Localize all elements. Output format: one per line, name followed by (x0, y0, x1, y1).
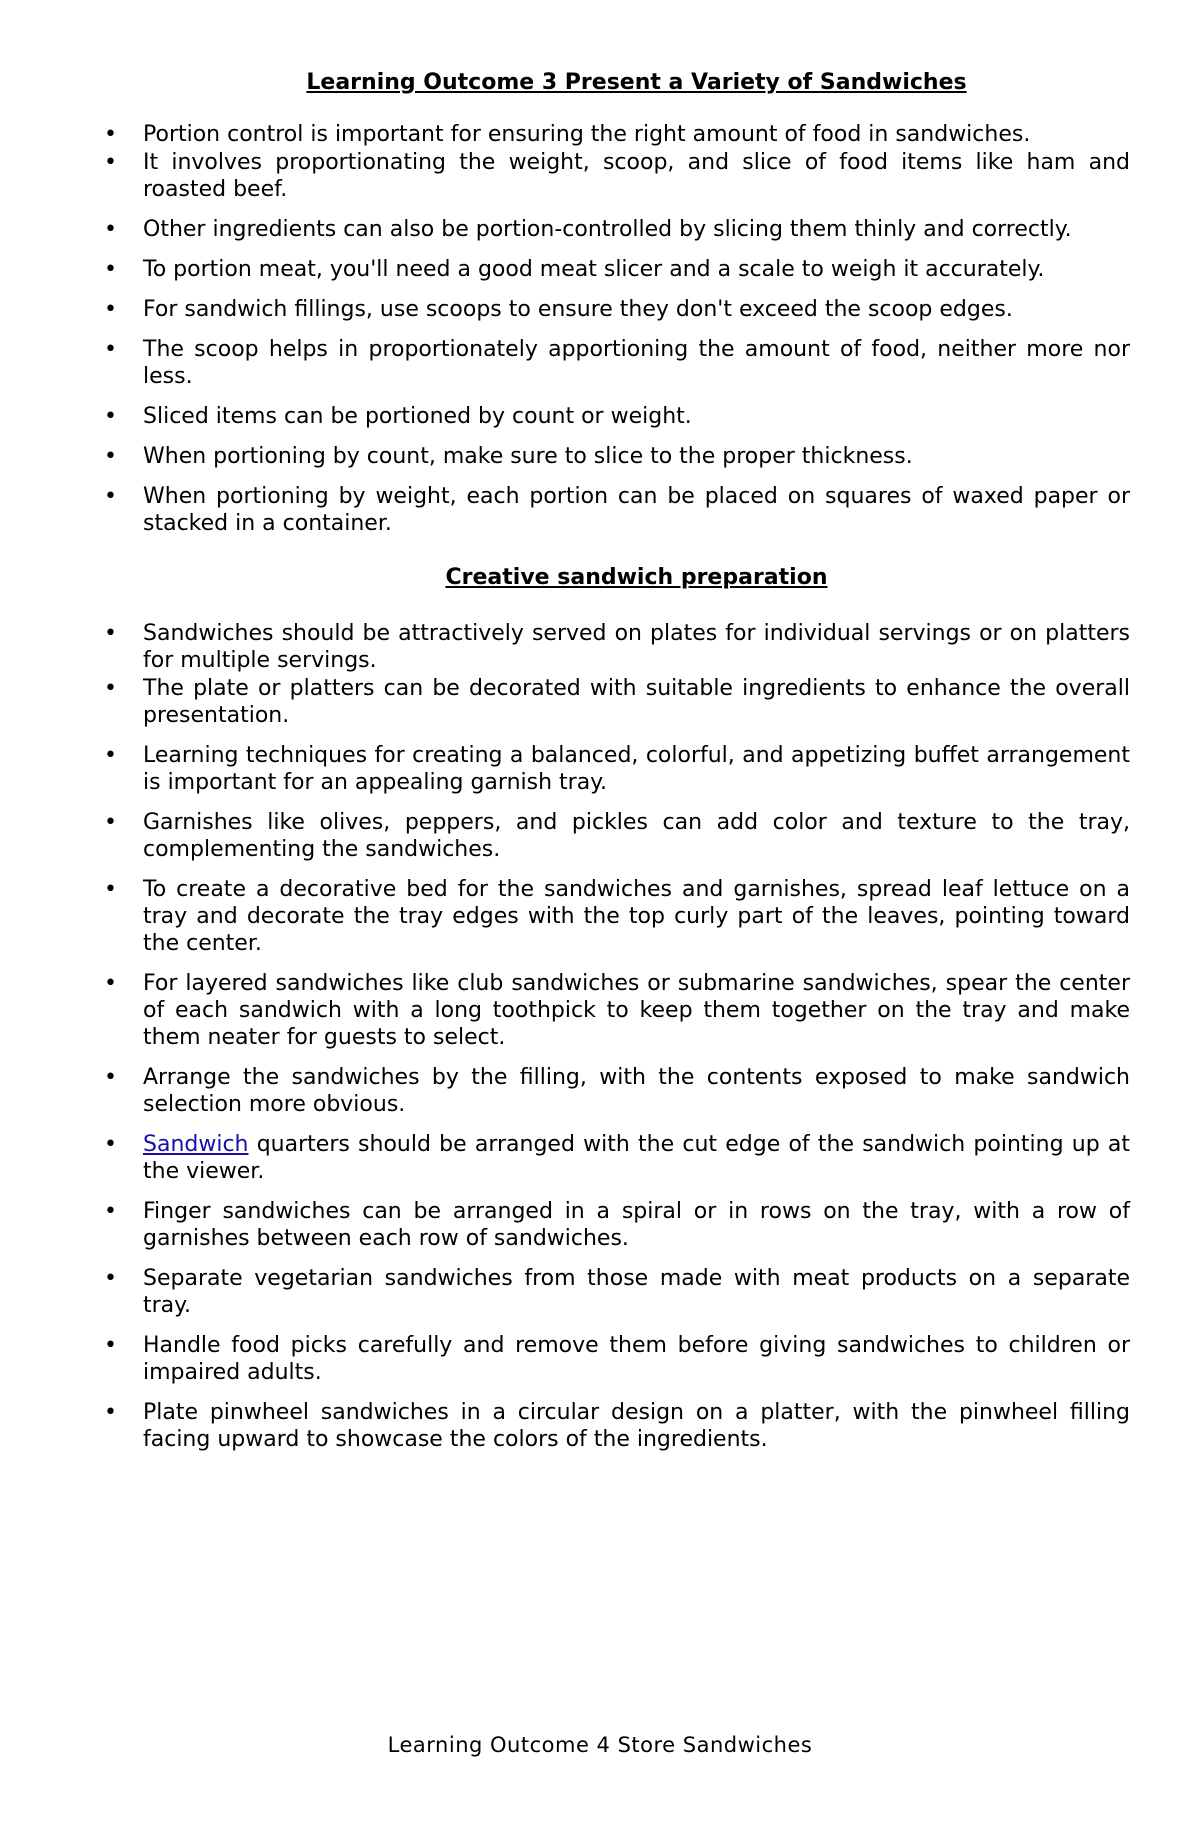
list-item (104, 1399, 1130, 1453)
list-item-text: quarters should be arranged with the cut edge of the sandwich pointing up at the viewer. (143, 1132, 1130, 1184)
list-item-text: Arrange the sandwiches by the filling, with the contents exposed to make sandwich selection more obvious. (143, 1065, 1130, 1117)
list-item-text: Portion control is important for ensuring the right amount of food in sandwiches. (143, 122, 1031, 147)
list-item (104, 1332, 1130, 1386)
bullet-icon: • (104, 1199, 117, 1224)
section-2-list (104, 620, 1130, 1453)
list-item-text: The scoop helps in proportionately apportioning the amount of food, neither more nor less. (143, 337, 1130, 389)
list-item (104, 620, 1130, 674)
list-item (104, 149, 1130, 203)
list-item (104, 121, 1130, 148)
list-item (104, 1198, 1130, 1252)
page-footer: Learning Outcome 4 Store Sandwiches (387, 1733, 813, 1757)
list-item (104, 256, 1130, 283)
list-item-text: Other ingredients can also be portion-controlled by slicing them thinly and correctly. (143, 217, 1072, 242)
bullet-icon: • (104, 1333, 117, 1358)
list-item (104, 216, 1130, 243)
list-item (104, 336, 1130, 390)
list-item (104, 1064, 1130, 1118)
list-item (104, 876, 1130, 957)
list-item-text: Garnishes like olives, peppers, and pickles can add color and texture to the tray, complementing the sandwiches. (143, 810, 1130, 862)
list-item (104, 1265, 1130, 1319)
list-item-text: It involves proportionating the weight, scoop, and slice of food items like ham and roasted beef. (143, 150, 1130, 202)
list-item-text: Separate vegetarian sandwiches from those made with meat products on a separate tray. (143, 1266, 1130, 1318)
list-item-text: When portioning by weight, each portion can be placed on squares of waxed paper or stacked in a container. (143, 484, 1130, 536)
list-item-text: Sliced items can be portioned by count or weight. (143, 404, 692, 429)
bullet-icon: • (104, 404, 117, 429)
list-item-text: The plate or platters can be decorated with suitable ingredients to enhance the overall presentation. (143, 676, 1130, 728)
bullet-icon: • (104, 150, 117, 175)
list-item-text: Sandwiches should be attractively served on plates for individual servings or on platters for multiple servings. (143, 621, 1130, 673)
list-item-text: Plate pinwheel sandwiches in a circular design on a platter, with the pinwheel filling facing upward to showcase the colors of the ingredients. (143, 1400, 1130, 1452)
bullet-icon: • (104, 1132, 117, 1157)
bullet-icon: • (104, 1065, 117, 1090)
bullet-icon: • (104, 971, 117, 996)
list-item-text: Finger sandwiches can be arranged in a spiral or in rows on the tray, with a row of garnishes between each row of sandwiches. (143, 1199, 1130, 1251)
list-item-text: For layered sandwiches like club sandwiches or submarine sandwiches, spear the center of each sandwich with a long toothpick to keep them together on the tray and make them neater for guests to select. (143, 971, 1130, 1050)
list-item (104, 742, 1130, 796)
bullet-icon: • (104, 676, 117, 701)
list-item (104, 675, 1130, 729)
bullet-icon: • (104, 621, 117, 646)
list-item (104, 1131, 1130, 1185)
list-item (104, 970, 1130, 1051)
list-item (104, 483, 1130, 537)
sandwich-link[interactable]: Sandwich (143, 1132, 249, 1157)
bullet-icon: • (104, 337, 117, 362)
section-2-heading: Creative sandwich preparation (445, 565, 828, 590)
bullet-icon: • (104, 810, 117, 835)
bullet-icon: • (104, 297, 117, 322)
bullet-icon: • (104, 217, 117, 242)
bullet-icon: • (104, 1266, 117, 1291)
list-item (104, 403, 1130, 430)
section-1-heading: Learning Outcome 3 Present a Variety of Sandwiches (306, 70, 967, 95)
list-item (104, 443, 1130, 470)
list-item-text: Learning techniques for creating a balanced, colorful, and appetizing buffet arrangement is important for an appealing garnish tray. (143, 743, 1130, 795)
list-item-text: Handle food picks carefully and remove them before giving sandwiches to children or impaired adults. (143, 1333, 1130, 1385)
bullet-icon: • (104, 1400, 117, 1425)
list-item (104, 809, 1130, 863)
list-item-text: When portioning by count, make sure to slice to the proper thickness. (143, 444, 913, 469)
bullet-icon: • (104, 743, 117, 768)
list-item-text: For sandwich fillings, use scoops to ensure they don't exceed the scoop edges. (143, 297, 1013, 322)
bullet-icon: • (104, 122, 117, 147)
list-item (104, 296, 1130, 323)
bullet-icon: • (104, 257, 117, 282)
bullet-icon: • (104, 484, 117, 509)
bullet-icon: • (104, 877, 117, 902)
list-item-text: To portion meat, you'll need a good meat slicer and a scale to weigh it accurately. (143, 257, 1045, 282)
list-item-text: To create a decorative bed for the sandwiches and garnishes, spread leaf lettuce on a tray and decorate the tray edges with the top curly part of the leaves, pointing toward the center. (143, 877, 1130, 956)
section-1-list (104, 121, 1130, 537)
bullet-icon: • (104, 444, 117, 469)
